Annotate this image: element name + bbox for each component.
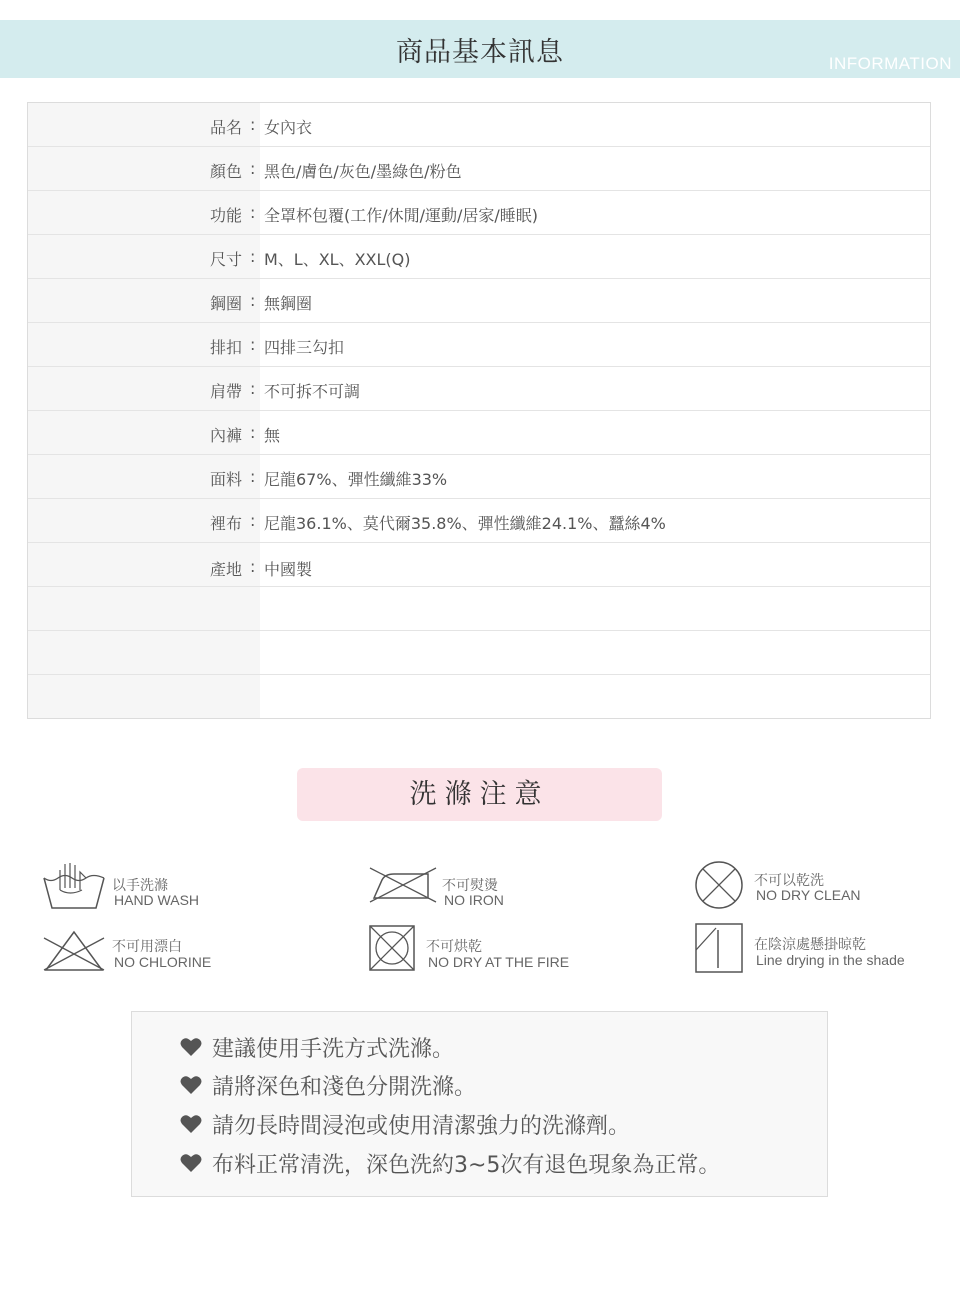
heart-icon	[180, 1075, 202, 1095]
care-item-line-dry-shade	[694, 922, 944, 976]
no-chlorine-icon	[42, 928, 106, 974]
info-row-straps: 肩帶 : 不可拆不可調	[28, 367, 930, 411]
info-row-underwire: 鋼圈 : 無鋼圈	[28, 279, 930, 323]
hand-wash-icon	[42, 858, 106, 912]
heart-icon	[180, 1037, 202, 1057]
info-row-size: 尺寸 : M、L、XL、XXL(Q)	[28, 235, 930, 279]
row-value: 無	[264, 426, 281, 445]
info-row-fabric: 面料 : 尼龍67%、彈性纖維33%	[28, 455, 930, 499]
info-row-origin: 產地 : 中國製	[28, 543, 930, 587]
info-row-lining: 裡布 : 尼龍36.1%、莫代爾35.8%、彈性纖維24.1%、蠶絲4%	[28, 499, 930, 543]
page-subtitle: INFORMATION	[828, 54, 952, 73]
no-tumble-dry-icon	[368, 924, 416, 972]
care-item-no-tumble-dry	[368, 924, 608, 976]
note-text: 建議使用手洗方式洗滌。	[212, 1037, 455, 1062]
care-zh-label: 不可以乾洗	[754, 873, 824, 889]
row-label: 裡布	[210, 514, 243, 533]
row-label: 內褲	[210, 426, 243, 445]
note-text: 布料正常清洗，深色洗約3~5次有退色現象為正常。	[212, 1153, 721, 1178]
row-label: 鋼圈	[210, 294, 243, 313]
row-value: 尼龍36.1%、莫代爾35.8%、彈性纖維24.1%、蠶絲4%	[264, 514, 666, 533]
info-row-empty	[28, 631, 930, 675]
care-zh-label: 不可熨燙	[442, 878, 498, 894]
row-value: 四排三勾扣	[264, 338, 345, 357]
row-label: 尺寸	[210, 250, 243, 269]
info-row-empty	[28, 675, 930, 719]
info-row-hooks: 排扣 : 四排三勾扣	[28, 323, 930, 367]
heart-icon	[180, 1114, 202, 1134]
heart-icon	[180, 1153, 202, 1173]
page-title: 商品基本訊息	[396, 37, 564, 68]
care-item-no-chlorine	[42, 928, 272, 978]
info-row-panties: 內褲 : 無	[28, 411, 930, 455]
care-en-label: NO CHLORINE	[114, 954, 212, 970]
row-label: 肩帶	[210, 382, 243, 401]
line-dry-shade-icon	[694, 922, 744, 974]
care-item-no-dry-clean	[694, 860, 934, 920]
care-zh-label: 不可用漂白	[112, 939, 182, 955]
row-label: 顏色	[210, 162, 243, 181]
care-zh-label: 在陰涼處懸掛晾乾	[754, 937, 866, 953]
row-value: 尼龍67%、彈性纖維33%	[264, 470, 448, 489]
care-en-label: NO DRY CLEAN	[756, 887, 861, 903]
row-value: 不可拆不可調	[264, 382, 361, 401]
row-value: 無鋼圈	[264, 294, 313, 313]
no-dry-clean-icon	[694, 860, 744, 910]
care-item-no-iron	[368, 862, 598, 922]
care-en-label: HAND WASH	[114, 892, 200, 908]
row-label: 排扣	[210, 338, 243, 357]
wash-notes-box	[131, 1011, 828, 1197]
row-value: 中國製	[264, 560, 313, 579]
care-en-label: NO IRON	[444, 892, 504, 908]
info-row-color: 顏色 : 黑色/膚色/灰色/墨綠色/粉色	[28, 147, 930, 191]
info-row-name: 品名 : 女內衣	[28, 103, 930, 147]
care-en-label: NO DRY AT THE FIRE	[428, 954, 570, 970]
info-row-empty	[28, 587, 930, 631]
product-info-table	[27, 102, 931, 719]
row-label: 品名	[210, 118, 243, 137]
row-value: 女內衣	[264, 118, 313, 137]
row-value: 全罩杯包覆(工作/休閒/運動/居家/睡眠)	[264, 206, 539, 225]
row-label: 面料	[210, 470, 243, 489]
care-en-label: Line drying in the shade	[756, 952, 905, 968]
row-value: 黑色/膚色/灰色/墨綠色/粉色	[264, 162, 462, 181]
note-text: 請勿長時間浸泡或使用清潔強力的洗滌劑。	[212, 1114, 631, 1139]
info-row-function: 功能 : 全罩杯包覆(工作/休閒/運動/居家/睡眠)	[28, 191, 930, 235]
no-iron-icon	[368, 862, 440, 908]
wash-section-title: 洗滌注意	[297, 768, 662, 821]
row-label: 產地	[210, 560, 243, 579]
row-label: 功能	[210, 206, 243, 225]
note-text: 請將深色和淺色分開洗滌。	[212, 1075, 477, 1100]
row-value: M、L、XL、XXL(Q)	[264, 250, 411, 269]
care-zh-label: 不可烘乾	[426, 939, 482, 955]
care-zh-label: 以手洗滌	[112, 878, 168, 894]
care-item-hand-wash	[42, 858, 272, 918]
